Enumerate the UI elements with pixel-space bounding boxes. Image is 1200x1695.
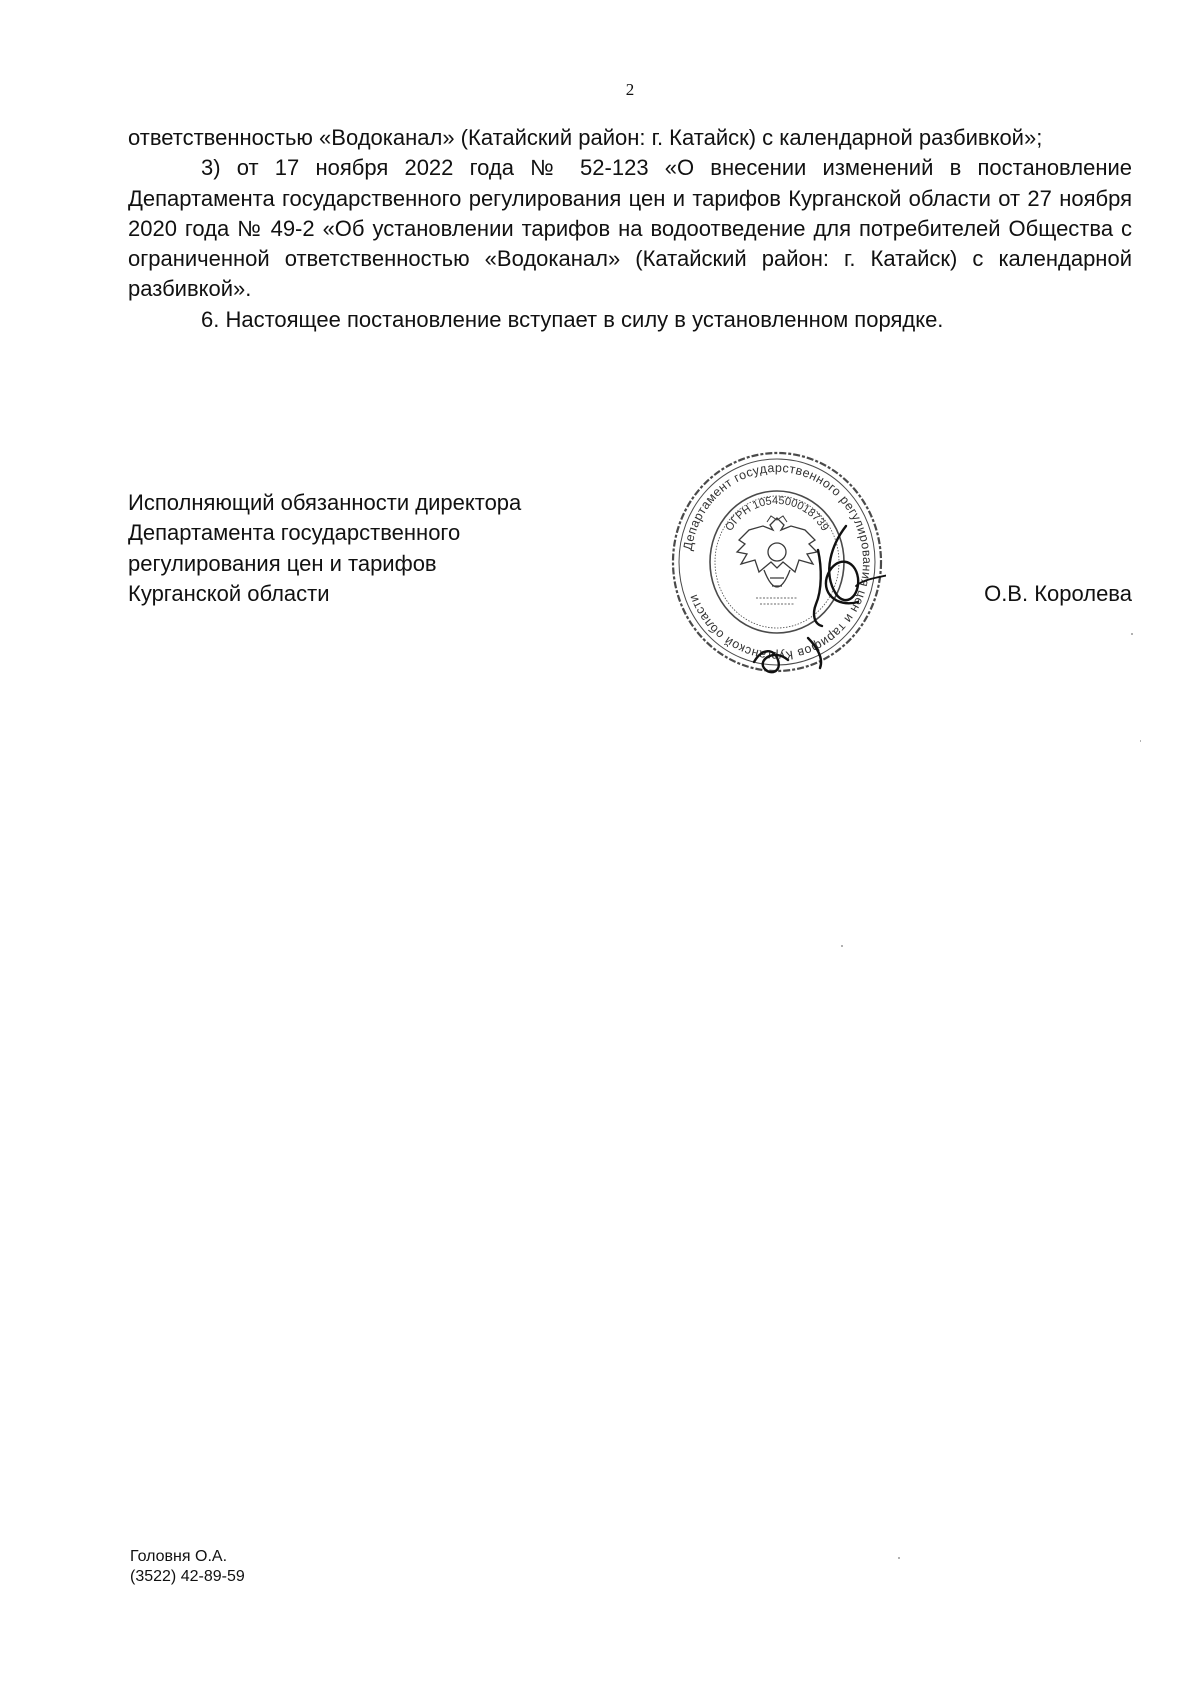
executor-phone: (3522) 42-89-59 xyxy=(130,1568,245,1585)
svg-text:ОГРН 1054500018739 xyxy=(723,495,830,533)
signatory-name: О.В. Королева xyxy=(984,581,1132,606)
paragraph-continuation: ответственностью «Водоканал» (Катайский район: г. Катайск) с календарной разбивкой»; xyxy=(128,125,1043,150)
coat-of-arms-emblem xyxy=(737,516,817,604)
scan-speck xyxy=(1131,633,1133,635)
signatory-position-line: Департамента государственного xyxy=(128,520,461,546)
page-number: 2 xyxy=(625,80,635,99)
document-body xyxy=(128,123,1132,335)
official-seal-stamp xyxy=(668,448,886,676)
seal-inner-text: ОГРН 1054500018739 xyxy=(723,494,831,534)
scan-speck xyxy=(898,1557,900,1559)
scan-speck xyxy=(1140,740,1141,742)
scan-speck xyxy=(841,945,843,947)
signatory-position-line: регулирования цен и тарифов xyxy=(128,550,437,576)
executor-contact xyxy=(130,1547,245,1587)
signatory-position-line: Исполняющий обязанности директора xyxy=(128,490,522,515)
signatory-position xyxy=(128,488,628,609)
paragraph-item-3: 3) от 17 ноября 2022 года № 52-123 «О внесении изменений в постановление Департамента государственного регулирования цен и тарифов Курганской области от 27 ноября 2020 года № 49-2 «Об установлении тарифов на водоотведение для потребителей Общества с ограниченной ответственностью «Водоканал» (Катайский район: г. Катайск) с календарной разбивкой». xyxy=(128,155,1132,302)
signatory-position-line: Курганской области xyxy=(128,580,330,606)
paragraph-item-6: 6. Настоящее постановление вступает в силу в установленном порядке. xyxy=(201,306,944,332)
seal-outer-text: Департамент государственного регулирования цен и тарифов Курганской области xyxy=(680,460,875,664)
executor-name: Головня О.А. xyxy=(130,1548,228,1565)
